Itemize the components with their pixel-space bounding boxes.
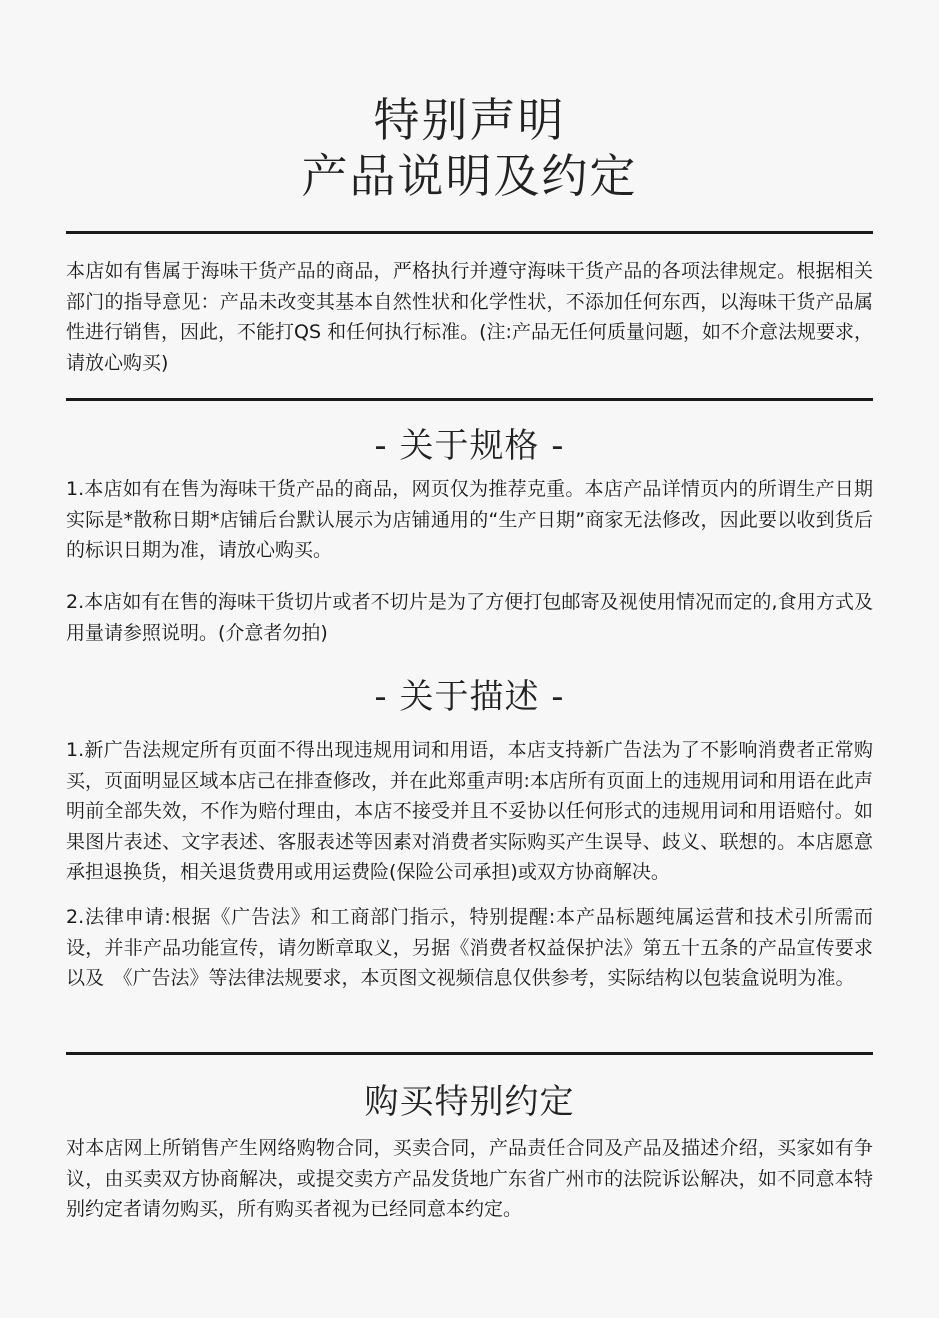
divider: [66, 231, 873, 234]
spec-section-heading: - 关于规格 -: [374, 426, 565, 466]
desc-item-1: 1.新广告法规定所有页面不得出现违规用词和用语，本店支持新广告法为了不影响消费者正常购买，页面明显区域本店己在排查修改，并在此郑重声明:本店所有页面上的违规用词和用语在此声明前全部失效，不作为赔付理由，本店不接受并且不妥协以任何形式的违规用词和用语赔付。如果图片表述、文字表述、客服表述等因素对消费者实际购买产生误导、歧义、联想的。本店愿意承担退换货，相关退货费用或用运费险(保险公司承担)或双方协商解决。: [66, 739, 873, 883]
divider: [66, 1052, 873, 1055]
page-title: 特别声明: [373, 93, 566, 147]
divider: [66, 398, 873, 401]
spec-item-2: 2.本店如有在售的海味干货切片或者不切片是为了方便打包邮寄及视使用情况而定的,食用方式及用量请参照说明。(介意者勿拍): [66, 591, 873, 644]
buy-section-heading: 购买特别约定: [364, 1082, 575, 1122]
spec-item-1: 1.本店如有在售为海味干货产品的商品，网页仅为推荐克重。本店产品详情页内的所谓生产日期实际是*散称日期*店铺后台默认展示为店铺通用的“生产日期”商家无法修改，因此要以收到货后的标识日期为准，请放心购买。: [66, 478, 873, 561]
page-subtitle: 产品说明及约定: [301, 149, 638, 203]
desc-item-2: 2.法律申请:根据《广告法》和工商部门指示，特别提醒:本产品标题纯属运营和技术引所需而设，并非产品功能宣传，请勿断章取义，另据《消费者权益保护法》第五十五条的产品宣传要求以及 《广告法》等法律法规要求，本页图文视频信息仅供参考，实际结构以包装盒说明为准。: [66, 906, 873, 989]
intro-paragraph: 本店如有售属于海味干货产品的商品，严格执行并遵守海味干货产品的各项法律规定。根据相关部门的指导意见：产品未改变其基本自然性状和化学性状，不添加任何东西，以海味干货产品属性进行销售，因此，不能打QS 和任何执行标准。(注:产品无任何质量问题，如不介意法规要求，请放心购买): [66, 260, 873, 374]
desc-section-heading: - 关于描述 -: [374, 677, 565, 717]
buy-agreement-paragraph: 对本店网上所销售产生网络购物合同，买卖合同，产品责任合同及产品及描述介绍，买家如有争议，由买卖双方协商解决，或提交卖方产品发货地广东省广州市的法院诉讼解决，如不同意本特别约定者请勿购买，所有购买者视为已经同意本约定。: [66, 1137, 873, 1220]
